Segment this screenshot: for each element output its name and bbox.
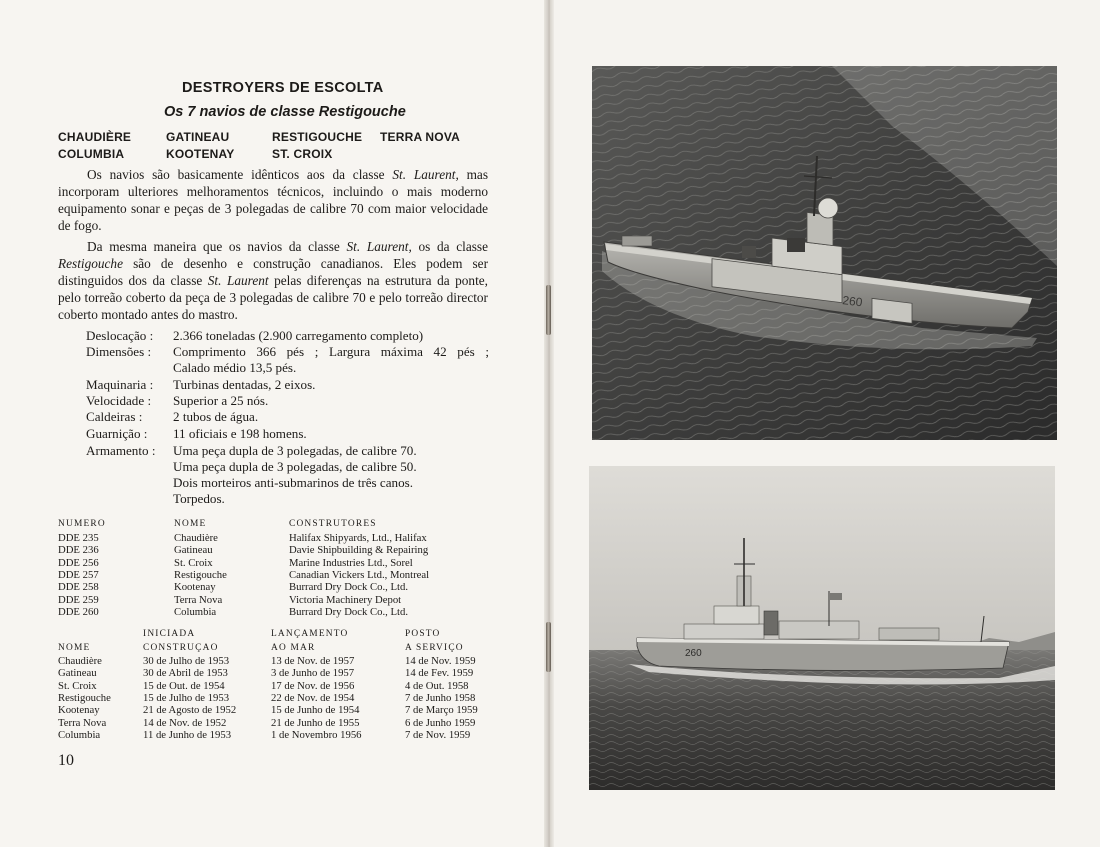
spec-value: Calado médio 13,5 pés. — [173, 360, 297, 375]
table-cell: Restigouche — [174, 568, 227, 581]
column-header: A SERVIÇO — [405, 643, 464, 653]
table-cell: 14 de Nov. de 1952 — [143, 716, 227, 729]
table-cell: 14 de Nov. 1959 — [405, 655, 476, 667]
ship-name: ST. CROIX — [272, 147, 333, 161]
table-cell: 30 de Abril de 1953 — [143, 667, 228, 680]
column-header: CONSTRUTORES — [289, 519, 377, 529]
table-cell: 7 de Nov. 1959 — [405, 728, 471, 741]
table-cell: Halifax Shipyards, Ltd., Halifax — [289, 532, 427, 544]
table-cell: 15 de Julho de 1953 — [143, 691, 230, 704]
table-cell: DDE 236 — [58, 544, 99, 557]
table-cell: Chaudière — [174, 532, 218, 544]
staple-top — [546, 285, 551, 335]
spec-value: Uma peça dupla de 3 polegadas, de calibre 70. — [173, 443, 417, 458]
photo-destroyer-aerial — [592, 66, 1057, 440]
ship-name: CHAUDIÈRE — [58, 130, 132, 144]
table-cell: 13 de Nov. de 1957 — [271, 655, 355, 667]
table-cell: 30 de Julho de 1953 — [143, 655, 230, 667]
ship-name: COLUMBIA — [58, 147, 125, 161]
table-cell: 4 de Out. 1958 — [405, 679, 469, 692]
table-cell: DDE 256 — [58, 556, 99, 569]
table-cell: Columbia — [58, 728, 101, 741]
paragraph-1: Os navios são basicamente idênticos aos da classe St. Laurent, mas incorporam ulteriores melhoramentos técnicos, incluindo o mais moderno equipamento sonar e peças de 3 polegadas de calibre 70 com maior velocidade de fogo. — [58, 167, 488, 233]
table-cell: 7 de Junho 1958 — [405, 691, 476, 704]
table-cell: 11 de Junho de 1953 — [143, 728, 232, 741]
spec-label: Maquinaria : — [86, 377, 154, 392]
spec-value: 11 oficiais e 198 homens. — [173, 426, 307, 441]
photo-destroyer-side — [589, 466, 1055, 790]
table-cell: DDE 235 — [58, 532, 99, 544]
column-header: NOME — [174, 519, 207, 529]
column-header: NUMERO — [58, 519, 106, 529]
column-header: CONSTRUÇAO — [143, 643, 219, 653]
table-cell: 6 de Junho 1959 — [405, 716, 476, 729]
table-cell: 17 de Nov. de 1956 — [271, 679, 355, 692]
table-cell: Marine Industries Ltd., Sorel — [289, 556, 413, 569]
table-cell: Canadian Vickers Ltd., Montreal — [289, 568, 430, 581]
table-cell: DDE 259 — [58, 593, 99, 606]
spec-label: Velocidade : — [86, 393, 152, 408]
spec-value: Dois morteiros anti-submarinos de três canos. — [173, 475, 414, 490]
spec-label: Deslocação : — [86, 328, 154, 343]
page-title: DESTROYERS DE ESCOLTA — [182, 80, 384, 96]
spec-label: Caldeiras : — [86, 409, 143, 424]
table-cell: Columbia — [174, 605, 217, 618]
table-cell: Davie Shipbuilding & Repairing — [289, 544, 429, 557]
table-cell: DDE 257 — [58, 568, 99, 581]
column-header: NOME — [58, 643, 91, 653]
table-cell: 7 de Março 1959 — [405, 704, 478, 717]
spec-value: 2.366 toneladas (2.900 carregamento completo) — [173, 328, 424, 343]
table-cell: DDE 260 — [58, 605, 99, 618]
spec-value: Turbinas dentadas, 2 eixos. — [173, 377, 316, 392]
page-number: 10 — [58, 752, 74, 769]
table-cell: 15 de Out. de 1954 — [143, 679, 225, 692]
table-cell: Chaudière — [58, 655, 102, 667]
book-spine — [544, 0, 554, 847]
column-header: INICIADA — [143, 629, 196, 639]
spec-value: Torpedos. — [173, 491, 225, 506]
hull-number: 260 — [685, 648, 702, 659]
table-cell: Burrard Dry Dock Co., Ltd. — [289, 581, 409, 594]
hull-number: 260 — [841, 293, 864, 310]
table-cell: Restigouche — [58, 691, 111, 704]
table-cell: 1 de Novembro 1956 — [271, 728, 362, 741]
spec-value: Superior a 25 nós. — [173, 393, 269, 408]
table-cell: 22 de Nov. de 1954 — [271, 691, 355, 704]
spec-label: Dimensões : — [86, 344, 152, 359]
table-cell: 15 de Junho de 1954 — [271, 704, 360, 717]
table-cell: 3 de Junho de 1957 — [271, 667, 355, 680]
table-cell: Kootenay — [174, 581, 216, 594]
table-cell: Burrard Dry Dock Co., Ltd. — [289, 605, 409, 618]
column-header: POSTO — [405, 629, 441, 639]
staple-bottom — [546, 622, 551, 672]
page-subtitle: Os 7 navios de classe Restigouche — [164, 104, 406, 120]
paragraph-2: Da mesma maneira que os navios da classe St. Laurent, os da classe Restigouche são de desenho e construção canadianos. Eles podem ser distinguidos dos da classe St. Laurent pelas diferenças na estrutura da ponte, pelo torreão coberto da peça de 3 polegadas de calibre 70 e pelo torreão director coberto montado antes do mastro. — [58, 239, 488, 322]
column-header: LANÇAMENTO — [271, 629, 349, 639]
table-cell: Terra Nova — [58, 716, 107, 729]
spec-value: 2 tubos de água. — [173, 409, 259, 424]
table-cell: DDE 258 — [58, 581, 99, 594]
spec-value: Comprimento 366 pés ; Largura máxima 42 pés ; — [173, 344, 489, 359]
ship-name: GATINEAU — [166, 130, 230, 144]
table-cell: St. Croix — [58, 679, 97, 692]
table-cell: 14 de Fev. 1959 — [405, 667, 474, 680]
table-cell: Terra Nova — [174, 593, 223, 606]
spec-label: Armamento : — [86, 443, 156, 458]
table-cell: St. Croix — [174, 556, 213, 569]
ship-name: TERRA NOVA — [380, 130, 460, 144]
table-cell: Gatineau — [58, 667, 97, 680]
table-cell: 21 de Agosto de 1952 — [143, 704, 237, 717]
table-cell: 21 de Junho de 1955 — [271, 716, 360, 729]
ship-name: RESTIGOUCHE — [272, 130, 363, 144]
ship-name: KOOTENAY — [166, 147, 235, 161]
spec-label: Guarnição : — [86, 426, 148, 441]
table-cell: Victoria Machinery Depot — [289, 593, 402, 606]
table-cell: Gatineau — [174, 544, 213, 557]
table-cell: Kootenay — [58, 704, 100, 717]
column-header: AO MAR — [271, 643, 316, 653]
spec-value: Uma peça dupla de 3 polegadas, de calibre 50. — [173, 459, 417, 474]
